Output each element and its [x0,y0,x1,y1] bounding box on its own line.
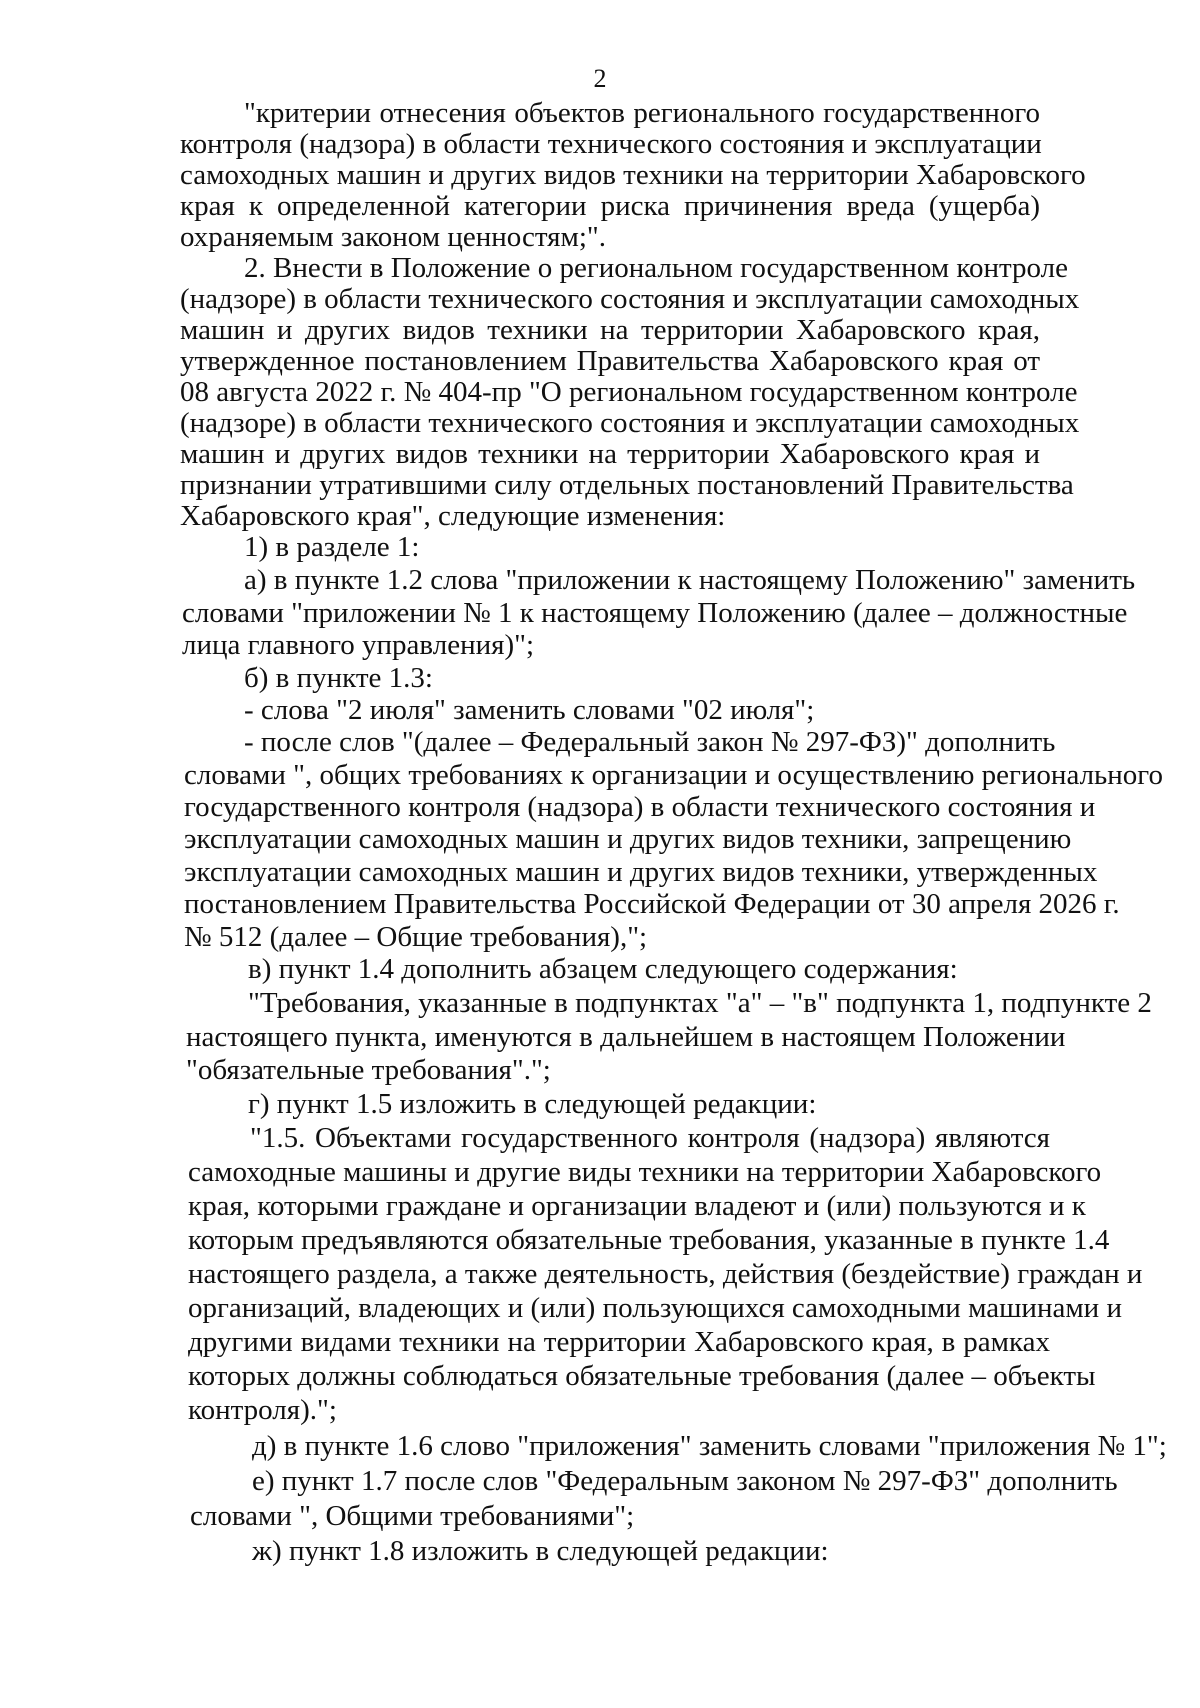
text-line: постановлением Правительства Российской Федерации от 30 апреля 2026 г. [184,888,1120,920]
text-line: машин и других видов техники на территории Хабаровского края, [180,314,1040,346]
text-line: "1.5. Объектами государственного контроля (надзора) являются [250,1122,1050,1154]
text-line: контроля (надзора) в области технического состояния и эксплуатации [180,128,1042,160]
text-line: словами ", Общими требованиями"; [190,1500,635,1532]
text-line: ж) пункт 1.8 изложить в следующей редакции: [252,1535,829,1567]
text-line: края, которыми граждане и организации владеют и (или) пользуются и к [188,1190,1086,1222]
text-line: настоящего раздела, а также деятельность, действия (бездействие) граждан и [188,1258,1143,1290]
text-line: 08 августа 2022 г. № 404-пр "О региональном государственном контроле [180,376,1078,408]
text-line: самоходные машины и другие виды техники на территории Хабаровского [188,1156,1102,1188]
text-line: признании утратившими силу отдельных постановлений Правительства [180,469,1074,501]
text-line: (надзоре) в области технического состояния и эксплуатации самоходных [180,407,1080,439]
text-line: эксплуатации самоходных машин и других видов техники, запрещению [184,823,1072,855]
text-line: г) пункт 1.5 изложить в следующей редакции: [248,1088,817,1120]
text-line: Хабаровского края", следующие изменения: [180,500,726,532]
text-line: - слова "2 июля" заменить словами "02 июля"; [244,694,815,726]
text-line: настоящего пункта, именуются в дальнейшем в настоящем Положении [186,1021,1066,1053]
text-line: (надзоре) в области технического состояния и эксплуатации самоходных [180,283,1080,315]
text-line: словами "приложении № 1 к настоящему Положению (далее – должностные [182,597,1128,629]
text-line: самоходных машин и других видов техники на территории Хабаровского [180,159,1086,191]
text-line: - после слов "(далее – Федеральный закон № 297-ФЗ)" дополнить [244,726,1056,758]
text-line: "обязательные требования"."; [186,1054,551,1086]
text-line: в) пункт 1.4 дополнить абзацем следующего содержания: [248,953,958,985]
text-line: а) в пункте 1.2 слова "приложении к настоящему Положению" заменить [244,564,1136,596]
text-line: края к определенной категории риска причинения вреда (ущерба) [180,190,1040,222]
text-line: словами ", общих требованиях к организации и осуществлению регионального [184,759,1163,791]
text-line: которых должны соблюдаться обязательные требования (далее – объекты [188,1360,1096,1392]
text-line: другими видами техники на территории Хабаровского края, в рамках [188,1326,1050,1358]
text-line: д) в пункте 1.6 слово "приложения" заменить словами "приложения № 1"; [252,1430,1167,1462]
text-line: эксплуатации самоходных машин и других видов техники, утвержденных [184,856,1098,888]
text-line: контроля)."; [188,1394,337,1426]
text-line: государственного контроля (надзора) в области технического состояния и [184,791,1096,823]
text-line: "критерии отнесения объектов регионального государственного [244,97,1040,129]
text-line: № 512 (далее – Общие требования),"; [184,921,648,953]
text-line: 2. Внести в Положение о региональном государственном контроле [244,252,1068,284]
text-line: лица главного управления)"; [182,629,535,661]
text-line: е) пункт 1.7 после слов "Федеральным законом № 297-ФЗ" дополнить [252,1465,1118,1497]
text-line: утвержденное постановлением Правительства Хабаровского края от [180,345,1040,377]
text-line: машин и других видов техники на территории Хабаровского края и [180,438,1040,470]
page-number: 2 [593,64,607,93]
text-line: 1) в разделе 1: [244,531,420,563]
text-line: которым предъявляются обязательные требования, указанные в пункте 1.4 [188,1224,1110,1256]
text-line: "Требования, указанные в подпунктах "а" – "в" подпункта 1, подпункте 2 [248,987,1152,1019]
text-line: организаций, владеющих и (или) пользующихся самоходными машинами и [188,1292,1122,1324]
text-line: б) в пункте 1.3: [244,662,433,694]
text-line: охраняемым законом ценностям;". [180,221,606,253]
